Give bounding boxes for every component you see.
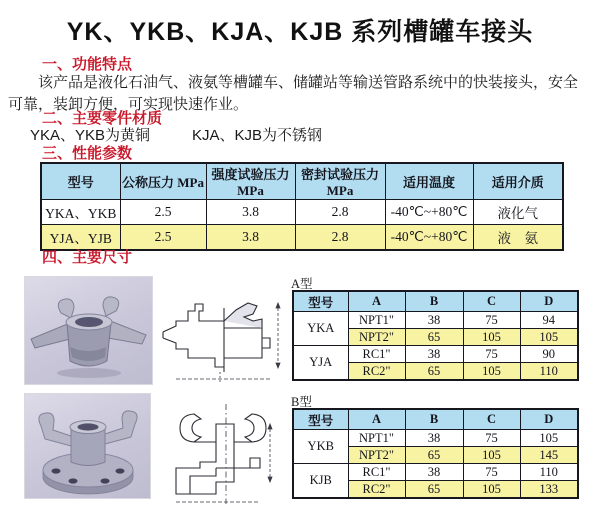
cell-seal: 2.8 xyxy=(295,225,385,251)
cell-b: 65 xyxy=(405,481,463,499)
cell-b: 65 xyxy=(405,447,463,464)
cell-d: 94 xyxy=(520,312,578,329)
cell-c: 105 xyxy=(463,363,520,381)
cell-thread: RC2" xyxy=(348,363,405,381)
cell-temperature: -40℃~+80℃ xyxy=(385,225,473,251)
section-drawing-type-a xyxy=(158,280,290,388)
col-header-b: B xyxy=(405,291,463,312)
cell-thread: RC1" xyxy=(348,464,405,481)
type-a-header-row xyxy=(293,291,578,312)
type-b-label: B型 xyxy=(291,395,312,409)
section-heading-dimensions: 四、主要尺寸 xyxy=(42,249,133,266)
type-a-dimension-table xyxy=(292,290,579,381)
col-header-nominal-pressure: 公称压力 MPa xyxy=(120,163,206,200)
cell-b: 38 xyxy=(405,346,463,363)
col-header-strength-test-pressure: 强度试验压力MPa xyxy=(206,163,295,200)
col-header-seal-test-pressure: 密封试验压力MPa xyxy=(295,163,385,200)
col-header-c: C xyxy=(463,291,520,312)
section-heading-performance: 三、性能参数 xyxy=(42,145,133,162)
cell-thread: RC2" xyxy=(348,481,405,499)
cell-c: 105 xyxy=(463,481,520,499)
cell-b: 65 xyxy=(405,329,463,346)
cell-d: 110 xyxy=(520,464,578,481)
cell-model-group: YJA xyxy=(293,346,348,381)
type-b-dimension-table xyxy=(292,408,579,499)
section-drawing-type-b xyxy=(160,398,290,510)
cell-strength: 3.8 xyxy=(206,225,295,251)
cell-c: 105 xyxy=(463,329,520,346)
col-header-d: D xyxy=(520,291,578,312)
table-row xyxy=(293,312,578,329)
cell-c: 105 xyxy=(463,447,520,464)
cell-d: 90 xyxy=(520,346,578,363)
col-header-a: A xyxy=(348,409,405,430)
col-header-model: 型号 xyxy=(293,409,348,430)
cell-strength: 3.8 xyxy=(206,200,295,225)
cell-c: 75 xyxy=(463,346,520,363)
cross-section-drawing-a-icon xyxy=(158,280,290,388)
cell-thread: RC1" xyxy=(348,346,405,363)
col-header-model: 型号 xyxy=(41,163,120,200)
product-photo-type-b xyxy=(25,394,150,498)
materials-stainless: KJA、KJB为不锈钢 xyxy=(192,127,323,144)
cell-thread: NPT2" xyxy=(348,329,405,346)
section-heading-materials: 二、主要零件材质 xyxy=(42,110,163,127)
cell-c: 75 xyxy=(463,430,520,447)
col-header-d: D xyxy=(520,409,578,430)
type-a-label: A型 xyxy=(291,277,313,291)
cell-b: 38 xyxy=(405,430,463,447)
cell-d: 145 xyxy=(520,447,578,464)
type-b-header-row xyxy=(293,409,578,430)
product-photo-type-a xyxy=(25,277,152,384)
cell-medium: 液化气 xyxy=(473,200,563,225)
cell-b: 38 xyxy=(405,464,463,481)
cell-model: YJA、YJB xyxy=(41,225,120,251)
cell-d: 105 xyxy=(520,430,578,447)
cell-model-group: YKA xyxy=(293,312,348,346)
flanged-coupling-photo-icon xyxy=(25,394,150,498)
table-row xyxy=(293,346,578,363)
col-header-model: 型号 xyxy=(293,291,348,312)
col-header-temperature: 适用温度 xyxy=(385,163,473,200)
cell-d: 105 xyxy=(520,329,578,346)
cell-nominal: 2.5 xyxy=(120,225,206,251)
cell-seal: 2.8 xyxy=(295,200,385,225)
cell-thread: NPT2" xyxy=(348,447,405,464)
col-header-c: C xyxy=(463,409,520,430)
cell-model-group: YKB xyxy=(293,430,348,464)
cell-d: 133 xyxy=(520,481,578,499)
cell-model-group: KJB xyxy=(293,464,348,499)
cell-temperature: -40℃~+80℃ xyxy=(385,200,473,225)
cell-c: 75 xyxy=(463,464,520,481)
performance-table xyxy=(40,162,564,251)
col-header-b: B xyxy=(405,409,463,430)
cell-medium: 液 氨 xyxy=(473,225,563,251)
table-row xyxy=(41,200,563,225)
materials-brass: YKA、YKB为黄铜 xyxy=(30,127,151,144)
performance-header-row xyxy=(41,163,563,200)
cell-thread: NPT1" xyxy=(348,312,405,329)
table-row xyxy=(293,430,578,447)
col-header-a: A xyxy=(348,291,405,312)
cell-model: YKA、YKB xyxy=(41,200,120,225)
page-title: YK、YKB、KJA、KJB 系列槽罐车接头 xyxy=(66,18,534,46)
section-heading-features: 一、功能特点 xyxy=(42,56,133,73)
cell-nominal: 2.5 xyxy=(120,200,206,225)
cell-b: 65 xyxy=(405,363,463,381)
camlock-coupling-photo-icon xyxy=(25,277,152,384)
cell-c: 75 xyxy=(463,312,520,329)
table-row xyxy=(293,464,578,481)
cell-b: 38 xyxy=(405,312,463,329)
cross-section-drawing-b-icon xyxy=(160,398,290,510)
features-paragraph: 该产品是液化石油气、液氨等槽罐车、储罐站等输送管路系统中的快装接头，安全可靠，装卸方便，可实现快速作业。 xyxy=(8,74,579,113)
col-header-medium: 适用介质 xyxy=(473,163,563,200)
cell-thread: NPT1" xyxy=(348,430,405,447)
cell-d: 110 xyxy=(520,363,578,381)
